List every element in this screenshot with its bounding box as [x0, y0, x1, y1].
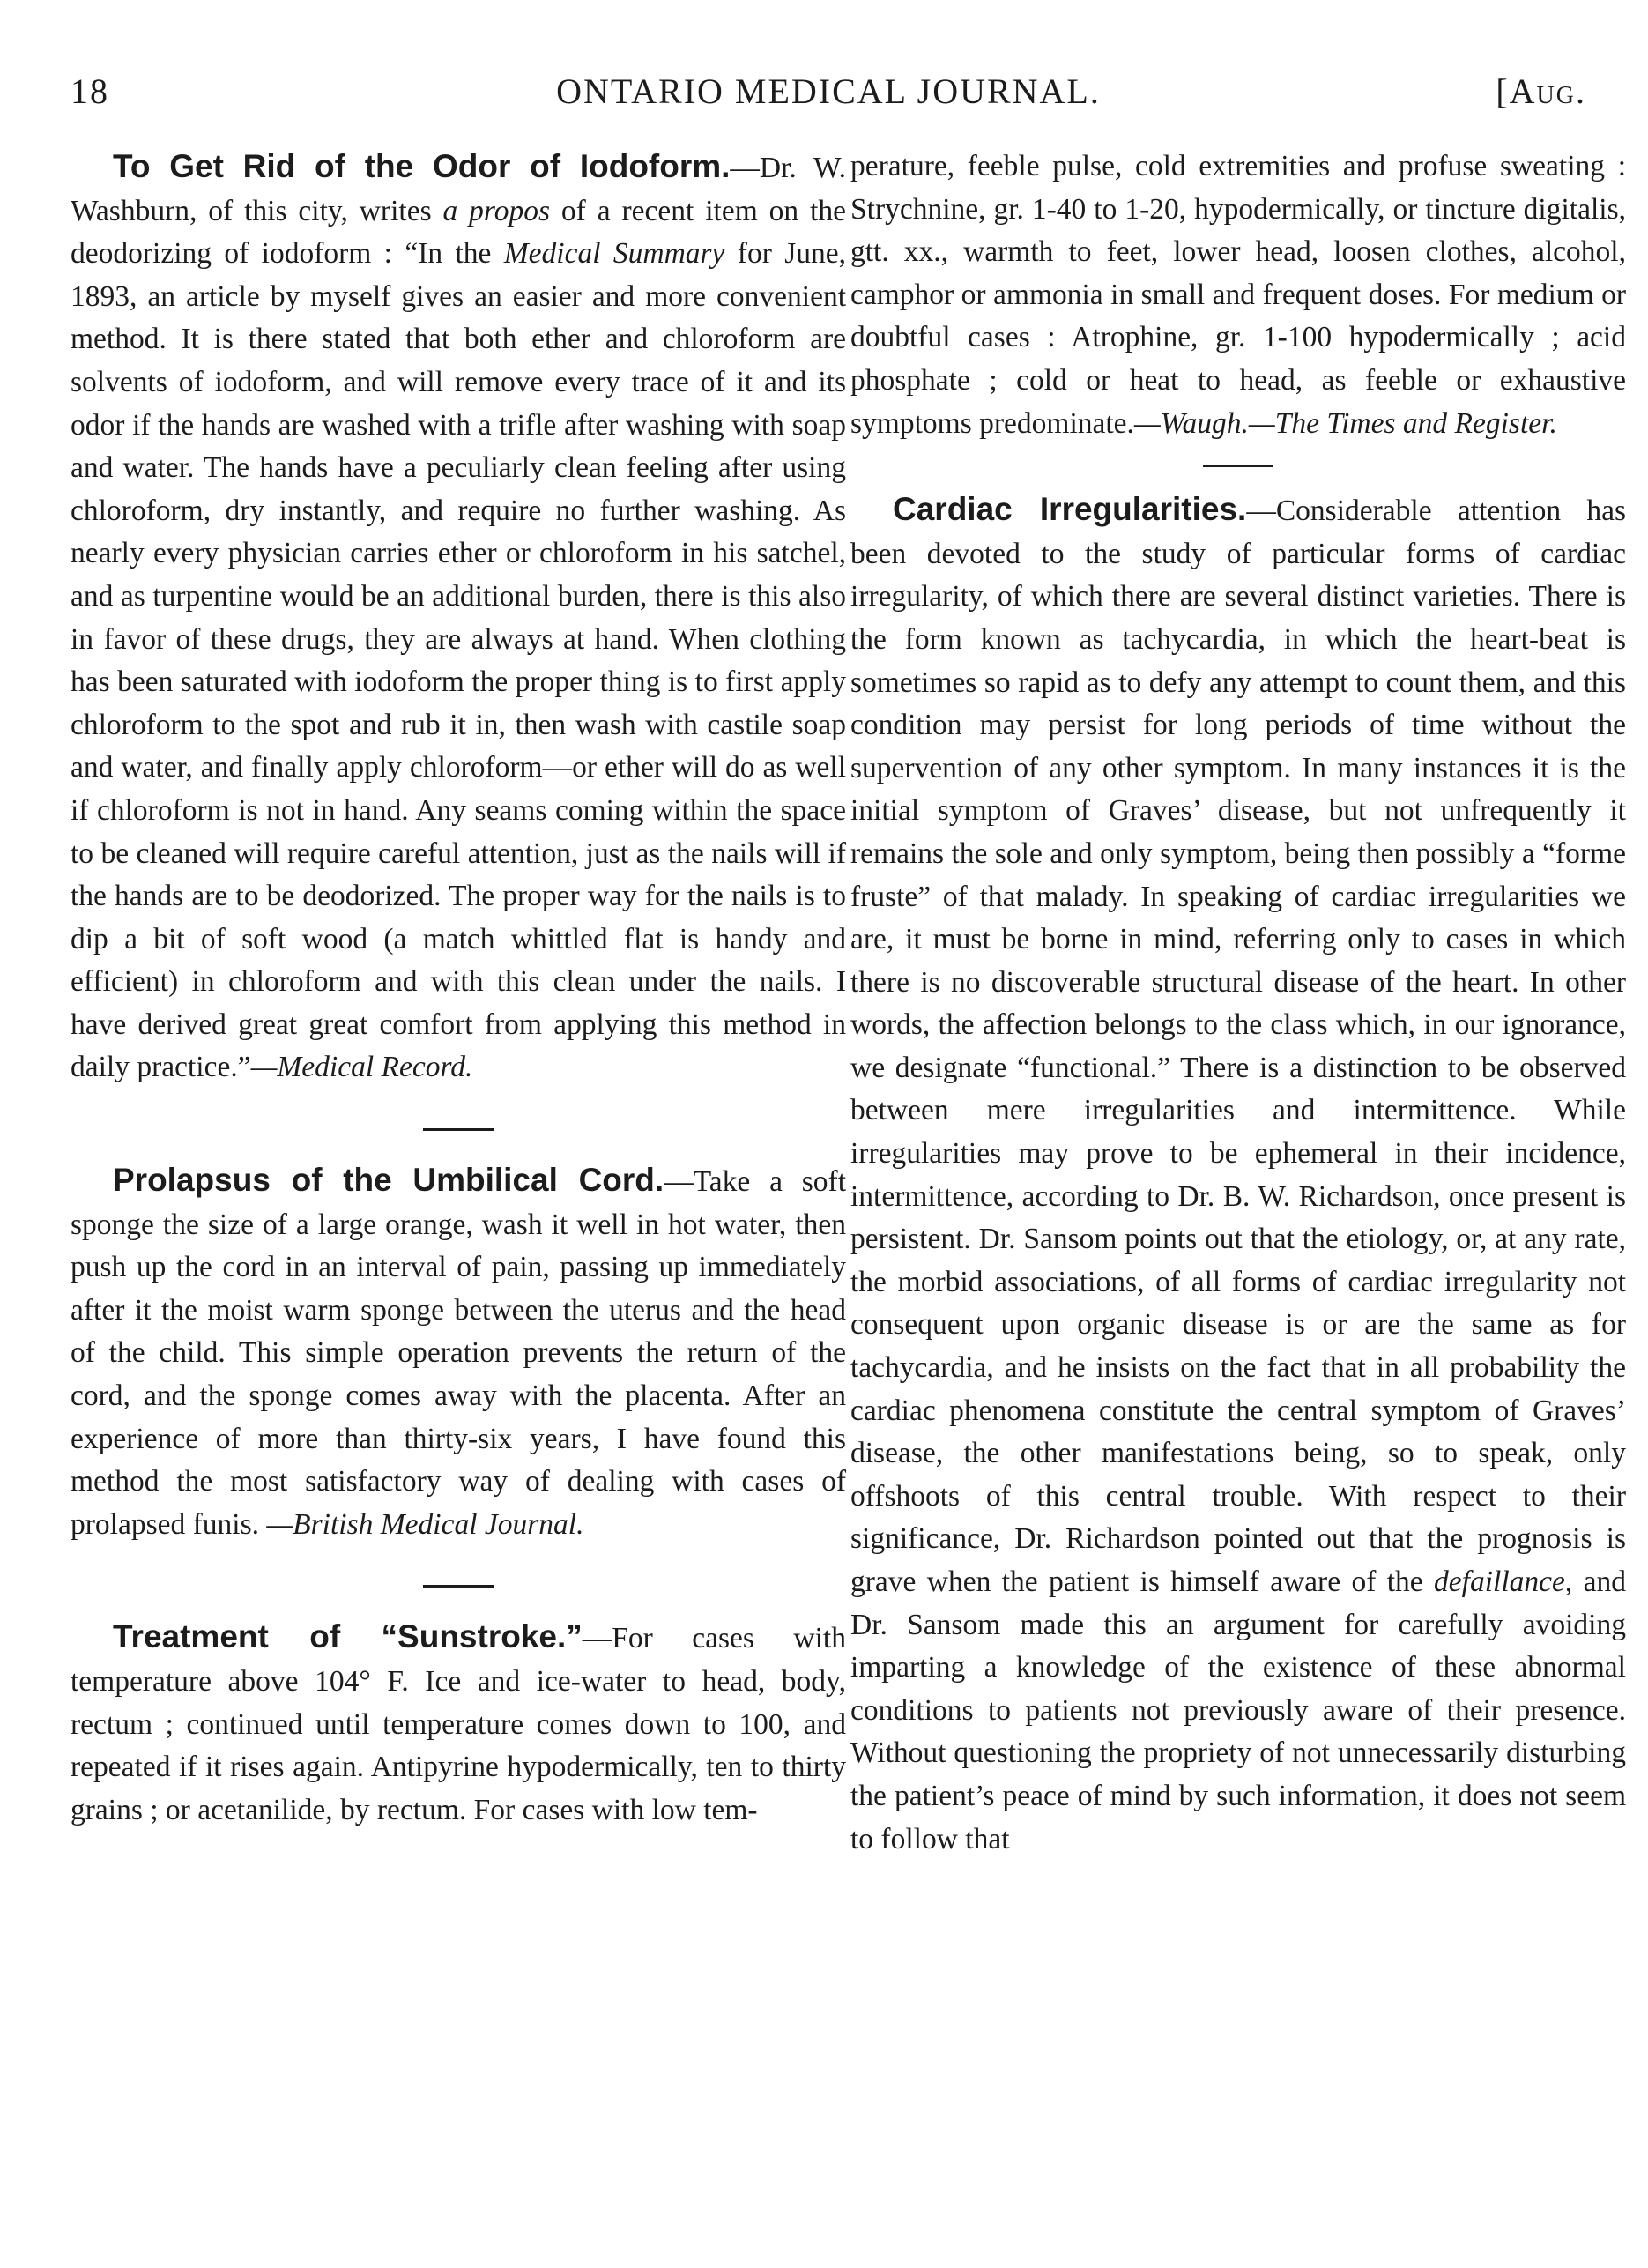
article-sunstroke-cont-text: perature, feeble pulse, cold extremities and profuse sweating : Strychnine, gr. 1-40 to 1-20, hypodermically, or tincture digitalis, gtt. xx., warmth to feet, lower head, loosen clothes, alcohol, camphor or ammonia in small and frequent doses. For medium or doubtful cases : Atrophine, gr. 1-100 hypodermically ; acid phosphate ; cold or heat to head, as feeble or exhaustive symptoms predominate. [850, 150, 1626, 440]
article-cardiac-text-1: —Considerable attention has been devoted to the study of particular forms of cardiac irregularity, of which there are several distinct varieties. There is the form known as tachycardia, in which the heart-beat is sometimes so rapid as to defy any attempt to count them, and this condition may persist for long periods of time without the supervention of any other symptom. In many instances it is the initial symptom of Graves’ disease, but not unfrequently it remains the sole and only symptom, being then possibly a “forme fruste” of that malady. In speaking of cardiac irregularities we are, it must be borne in mind, referring only to cases in which there is no discoverable structural disease of the heart. In other words, the affection belongs to the class which, in our ignorance, we designate “functional.” There is a distinction to be observed between mere irregularities and intermittence. While irregularities may prove to be ephemeral in their incidence, intermittence, according to Dr. B. W. Richardson, once present is persistent. Dr. Sansom points out that the etiology, or, at any rate, the morbid associations, of all forms of cardiac irregularity not consequent upon organic disease is or are the same as for tachycardia, and he insists on the fact that in all probability the cardiac phenomena constitute the central symptom of Graves’ disease, the other manifestations being, so to speak, only offshoots of this central trouble. With respect to their significance, Dr. Richardson pointed out that the prognosis is grave when the patient is himself aware of the [850, 494, 1626, 1598]
article-umbilical-source: —British Medical Journal. [266, 1507, 584, 1541]
article-iodoform [71, 145, 846, 1089]
left-column [71, 145, 846, 1832]
article-iodoform-text-3: for June, 1893, an article by myself gives an easier and more convenient method. It is there stated that both ether and chloroform are solvents of iodoform, and will remove every trace of it and its odor if the hands are washed with a trifle after washing with soap and water. The hands have a peculiarly clean feeling after using chloroform, dry instantly, and require no further washing. As nearly every physician carries ether or chloroform in his satchel, and as turpentine would be an additional burden, there is this also in favor of these drugs, they are always at hand. When clothing has been saturated with iodoform the proper thing is to first apply chloroform to the spot and rub it in, then wash with castile soap and water, and finally apply chloroform—or ether will do as well if chloroform is not in hand. Any seams coming within the space to be cleaned will require careful attention, just as the nails will if the hands are to be deodorized. The proper way for the nails is to dip a bit of soft wood (a match whittled flat is handy and efficient) in chloroform and with this clean under the nails. I have derived great great comfort from applying this method in daily practice.” [71, 237, 846, 1084]
article-sunstroke-continued [850, 145, 1626, 445]
section-divider [1203, 465, 1273, 467]
article-iodoform-italic-2: Medical Summary [503, 237, 725, 271]
article-sunstroke [71, 1616, 846, 1832]
heading-umbilical: Prolapsus of the Umbilical Cord. [113, 1162, 664, 1199]
page-number: 18 [71, 71, 109, 111]
heading-cardiac: Cardiac Irregularities. [893, 491, 1247, 528]
section-divider [423, 1585, 494, 1588]
article-iodoform-italic-1: a propos [442, 194, 551, 227]
heading-iodoform: To Get Rid of the Odor of Iodoform. [113, 148, 731, 184]
heading-sunstroke: Treatment of “Sunstroke.” [113, 1618, 583, 1655]
article-sunstroke-text-1: —For cases with temperature above 104° F. Ice and ice-water to head, body, rectum ; continued until temperature comes down to 100, and repeated if it rises again. Antipyrine hypodermically, ten to thirty grains ; or acetanilide, by rectum. For cases with low tem- [71, 1622, 846, 1826]
article-iodoform-text-1: —Dr. W. Washburn, of this city, writes [71, 152, 846, 227]
article-iodoform-source: —Medical Record. [250, 1051, 473, 1084]
article-cardiac-text-2: , and Dr. Sansom made this an argument for carefully avoiding imparting a knowledge of the existence of these abnormal conditions to patients not previously aware of their presence. Without questioning the propriety of not unnecessarily disturbing the patient’s peace of mind by such information, it does not seem to follow that [850, 1565, 1626, 1855]
article-cardiac-italic-1: defaillance [1434, 1565, 1565, 1598]
page-header [71, 71, 1586, 123]
article-umbilical-text-1: —Take a soft sponge the size of a large orange, wash it well in hot water, then push up the cord in an interval of pain, passing up immediately after it the moist warm sponge between the uterus and the head of the child. This simple operation prevents the return of the cord, and the sponge comes away with the placenta. After an experience of more than thirty-six years, I have found this method the most satisfactory way of dealing with cases of prolapsed funis. [71, 1165, 846, 1541]
article-cardiac [850, 488, 1626, 1861]
article-iodoform-text-2: of a recent item on the deodorizing of iodoform : “In the [71, 194, 847, 271]
right-column [850, 145, 1626, 1861]
article-sunstroke-source: —Waugh.—The Times and Register. [1133, 406, 1557, 440]
issue-month: [Aug. [1496, 71, 1586, 111]
journal-title: ONTARIO MEDICAL JOURNAL. [556, 71, 1101, 111]
section-divider [423, 1128, 494, 1131]
article-umbilical [71, 1159, 846, 1546]
